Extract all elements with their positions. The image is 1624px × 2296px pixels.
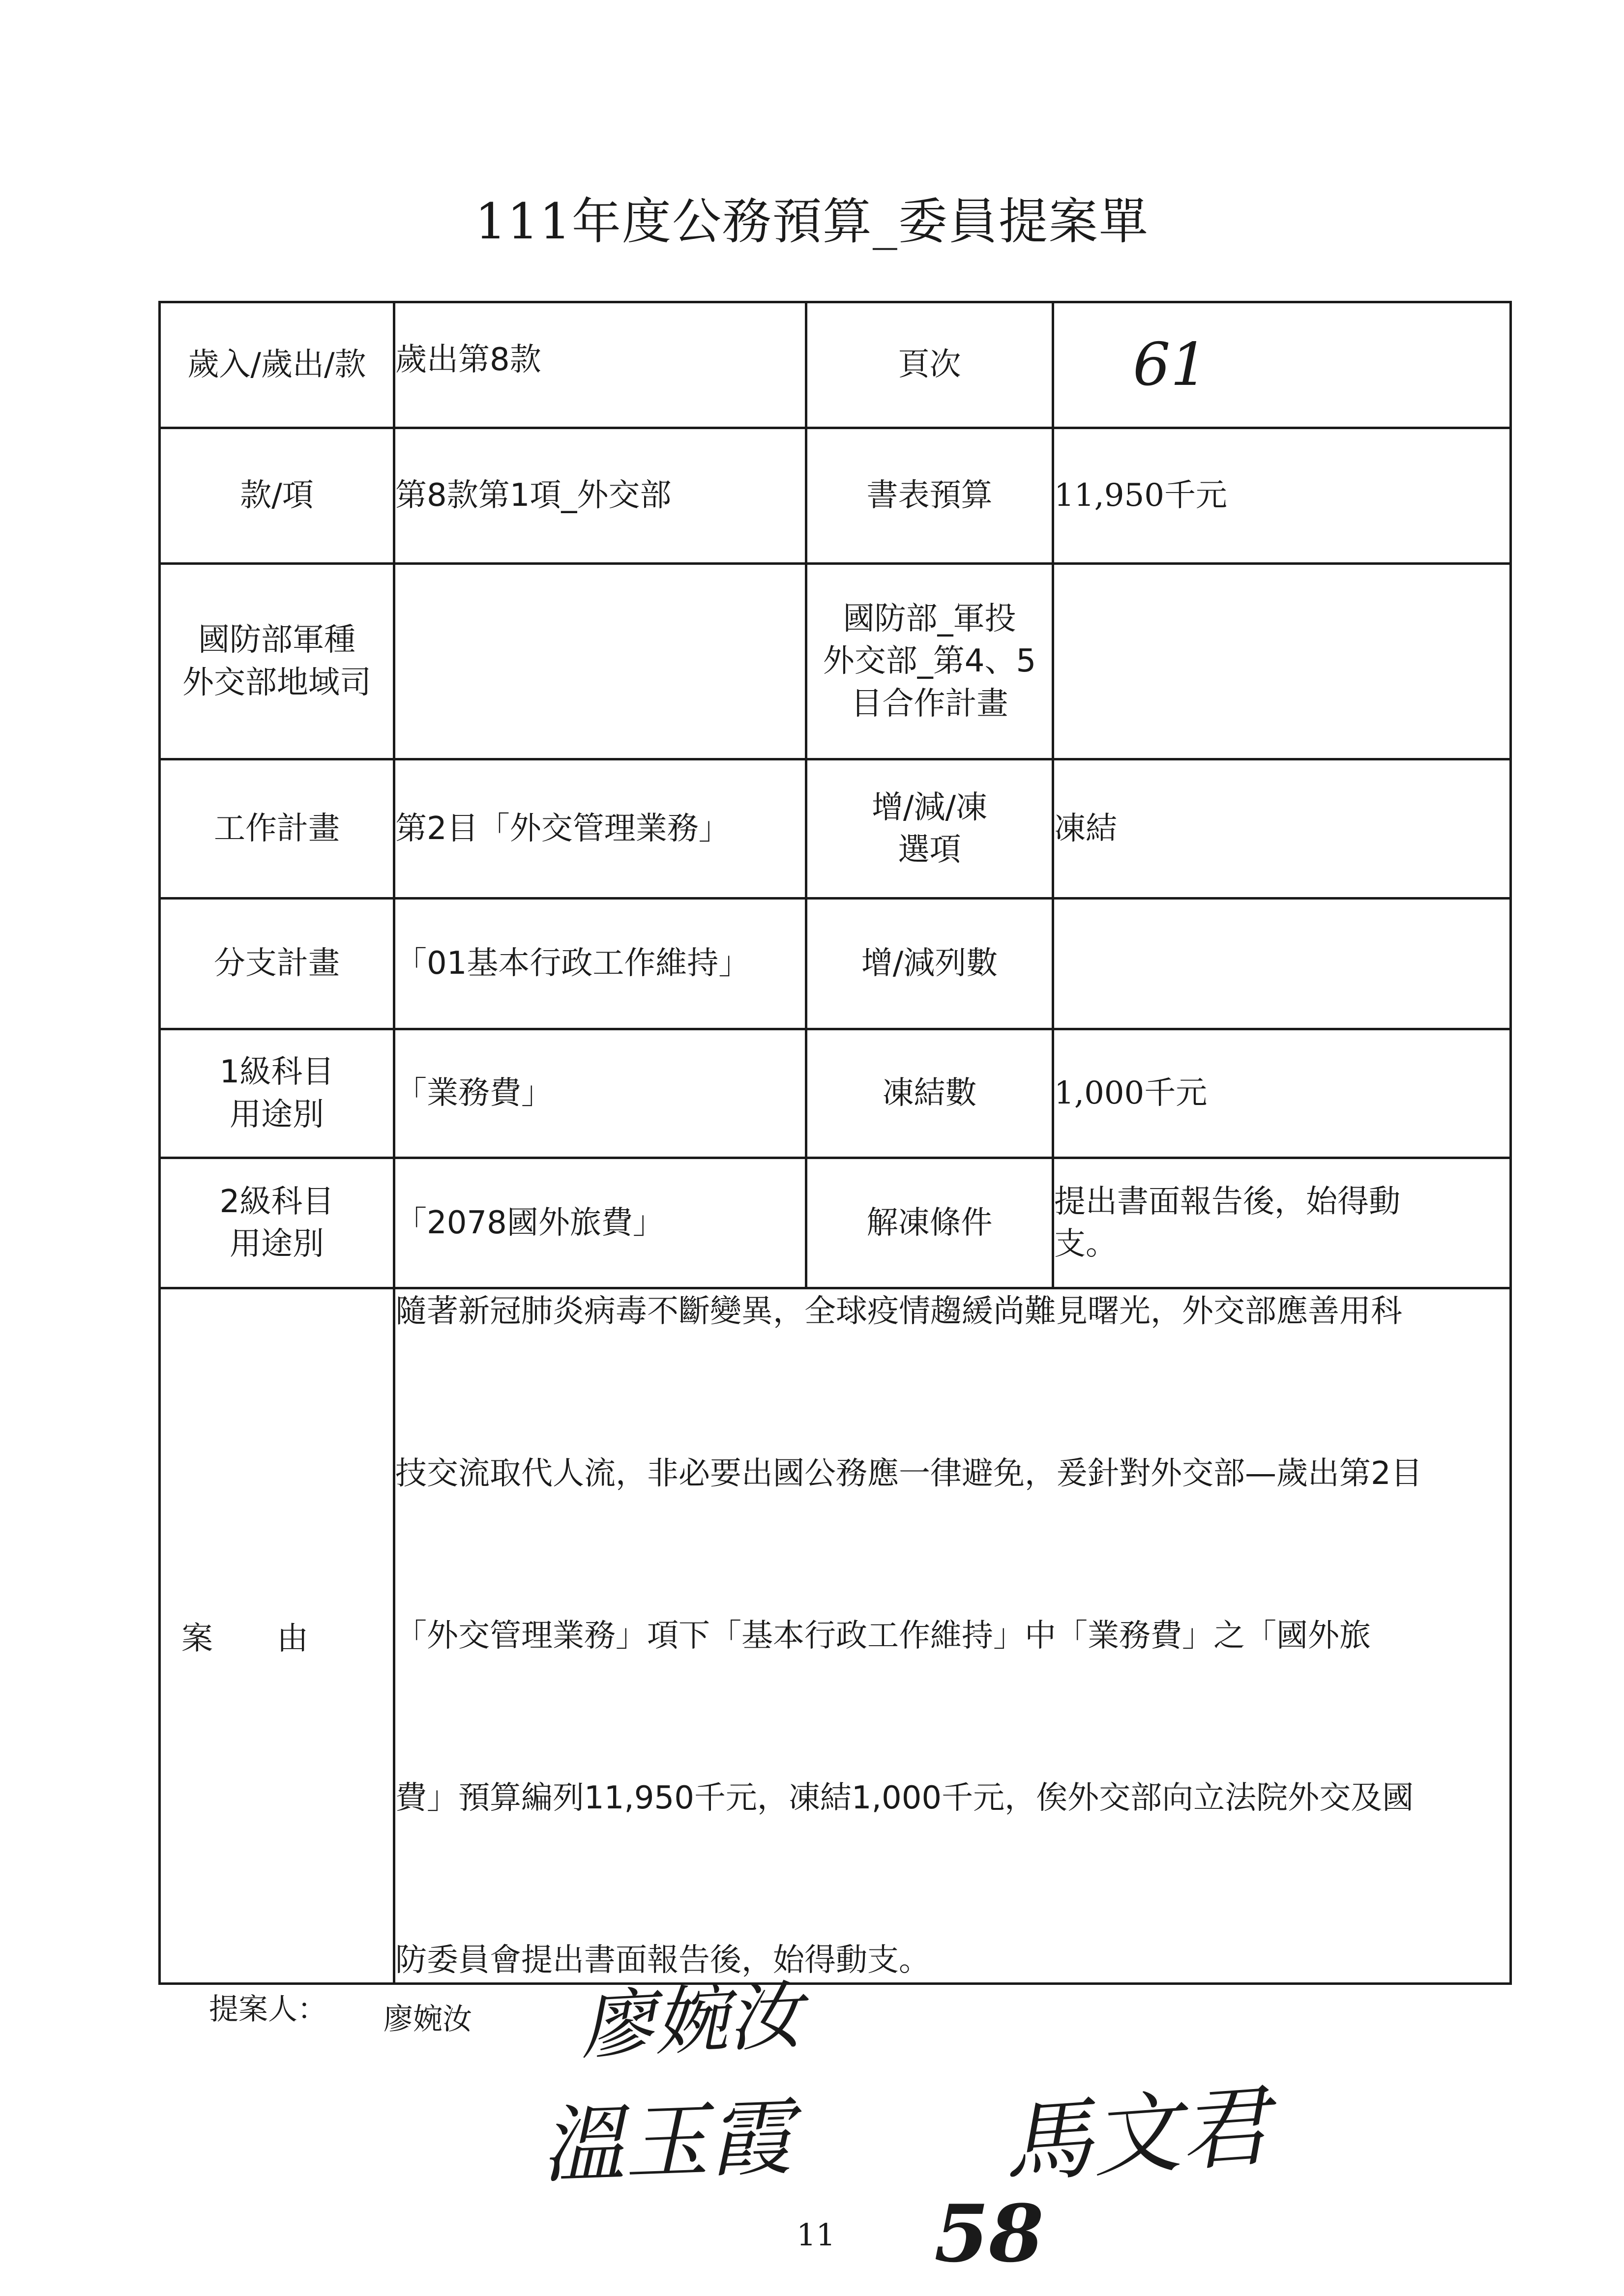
reason-label: 案由 (160, 1288, 394, 1984)
field-label: 解凍條件 (806, 1158, 1053, 1288)
form-row (160, 1158, 1511, 1288)
label-line: 國防部_軍投 (843, 600, 1016, 637)
field-value: 11,950千元 (1053, 428, 1511, 564)
field-value: 第2目「外交管理業務」 (394, 759, 806, 899)
form-row-reason (160, 1288, 1511, 1984)
label-line: 用途別 (230, 1096, 324, 1133)
label-line: 目合作計畫 (851, 685, 1008, 722)
field-label (806, 759, 1053, 899)
form-row (160, 899, 1511, 1029)
form-row (160, 1029, 1511, 1158)
field-value: 「業務費」 (394, 1029, 806, 1158)
form-row (160, 564, 1511, 759)
label-line: 選項 (898, 832, 961, 868)
proposal-form-table (158, 301, 1512, 1985)
field-label: 書表預算 (806, 428, 1053, 564)
field-value: 歲出第8款 (394, 302, 806, 428)
signature: 馬文君 (1000, 2075, 1272, 2196)
field-label: 增/減列數 (806, 899, 1053, 1029)
field-value (1053, 564, 1511, 759)
reason-line: 「外交管理業務」項下「基本行政工作維持」中「業務費」之「國外旅 (395, 1618, 1371, 1654)
label-line: 增/減/凍 (871, 789, 988, 826)
field-value: 第8款第1項_外交部 (394, 428, 806, 564)
field-label: 款/項 (160, 428, 394, 564)
field-label: 頁次 (806, 302, 1053, 428)
field-label (160, 1029, 394, 1158)
form-row (160, 302, 1511, 428)
signature: 廖婉汝 (578, 1973, 804, 2070)
reason-line: 隨著新冠肺炎病毒不斷變異，全球疫情趨緩尚難見曙光，外交部應善用科 (395, 1293, 1402, 1330)
label-line: 外交部_第4、5 (823, 643, 1036, 680)
field-value: 「2078國外旅費」 (394, 1158, 806, 1288)
reason-line: 技交流取代人流，非必要出國公務應一律避免，爰針對外交部—歲出第2目 (395, 1455, 1422, 1492)
form-row (160, 428, 1511, 564)
field-value-handwritten (1053, 302, 1511, 428)
label-line: 1級科目 (219, 1054, 334, 1091)
field-label: 分支計畫 (160, 899, 394, 1029)
field-label: 凍結數 (806, 1029, 1053, 1158)
signature: 溫玉霞 (539, 2089, 794, 2195)
field-value: 「01基本行政工作維持」 (394, 899, 806, 1029)
field-label (160, 1158, 394, 1288)
label-line: 國防部軍種 (198, 622, 355, 659)
proposer-label: 提案人： (209, 1992, 327, 2027)
value-line: 提出書面報告後，始得動 (1054, 1183, 1400, 1220)
field-label: 工作計畫 (160, 759, 394, 899)
field-value: 1,000千元 (1053, 1029, 1511, 1158)
field-value (394, 564, 806, 759)
page-number: 11 (797, 2217, 835, 2253)
field-value (1053, 1158, 1511, 1288)
form-title: 111年度公務預算_委員提案單 (475, 193, 1149, 250)
page-number-handwritten: 61 (1133, 330, 1208, 399)
value-line: 支。 (1054, 1226, 1117, 1262)
label-line: 用途別 (230, 1226, 324, 1262)
field-value: 凍結 (1053, 759, 1511, 899)
handwritten-number: 58 (934, 2187, 1044, 2280)
field-label: 歲入/歲出/款 (160, 302, 394, 428)
reason-line: 費」預算編列11,950千元，凍結1,000千元，俟外交部向立法院外交及國 (395, 1780, 1414, 1816)
field-label (806, 564, 1053, 759)
label-line: 外交部地域司 (182, 664, 371, 701)
proposer-name: 廖婉汝 (384, 2002, 472, 2036)
reason-line: 防委員會提出書面報告後，始得動支。 (395, 1942, 930, 1978)
label-line: 2級科目 (219, 1183, 334, 1220)
form-row (160, 759, 1511, 899)
field-label (160, 564, 394, 759)
reason-text (394, 1288, 1511, 1984)
field-value (1053, 899, 1511, 1029)
